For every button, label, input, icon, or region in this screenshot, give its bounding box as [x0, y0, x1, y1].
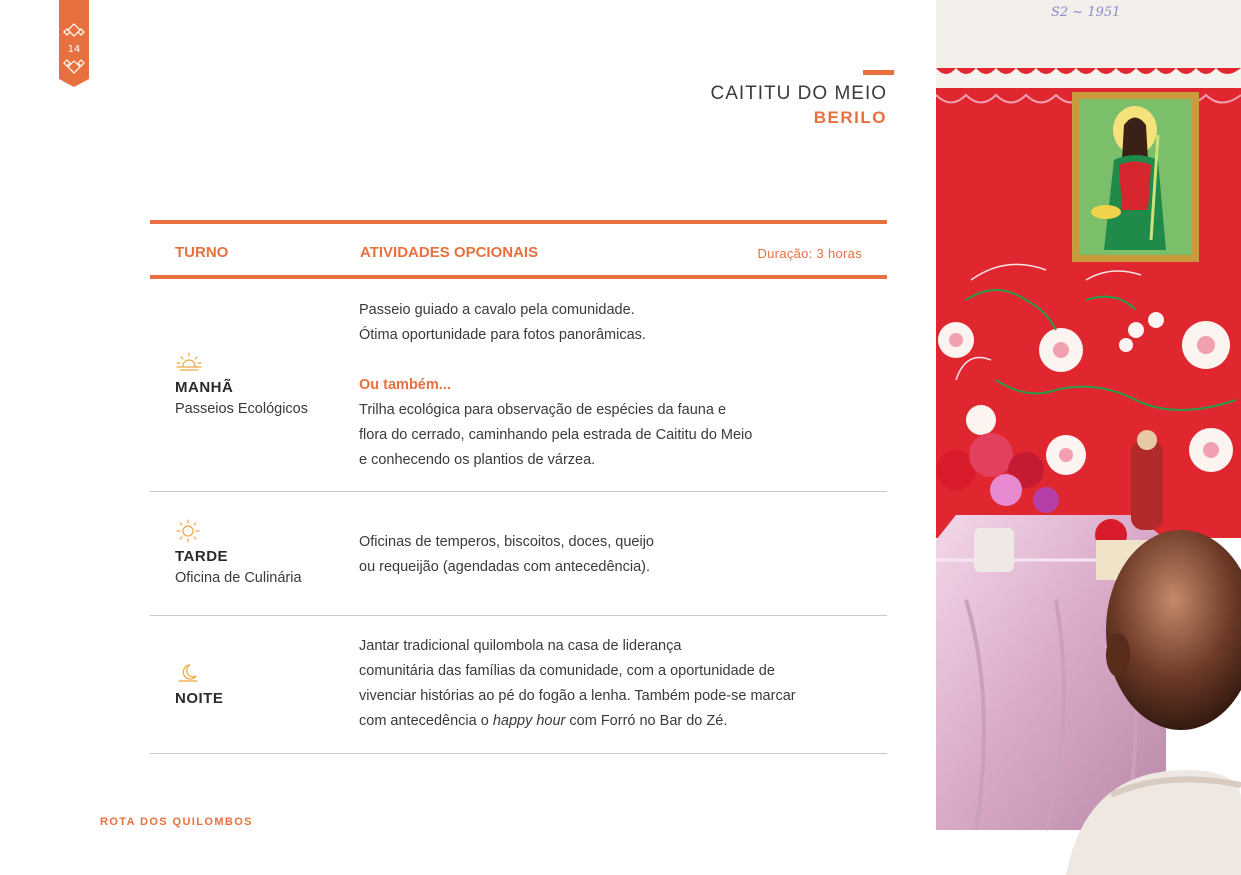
activity-description — [359, 530, 859, 580]
turno-name: TARDE — [175, 548, 229, 565]
activity-description — [359, 634, 859, 734]
turno-name: MANHÃ — [175, 379, 234, 396]
line-text: com Forró no Bar do Zé. — [565, 713, 728, 729]
table-header-row — [150, 224, 887, 275]
table-row-manha — [150, 279, 887, 491]
description-line: Trilha ecológica para observação de espécies da fauna e — [359, 402, 727, 418]
description-line: Passeio guiado a cavalo pela comunidade. — [359, 302, 635, 318]
table-row-noite — [150, 616, 887, 753]
turno-cell — [175, 661, 223, 709]
activity-description — [359, 298, 859, 473]
description-line: flora do cerrado, caminhando pela estrada de Caititu do Meio — [359, 427, 753, 443]
turno-cell — [175, 519, 302, 589]
alternative-label: Ou também... — [359, 377, 451, 393]
description-line: ou requeijão (agendadas com antecedência). — [359, 559, 651, 575]
activities-table — [150, 220, 887, 754]
turno-subtitle: Oficina de Culinária — [175, 570, 302, 586]
emphasis-text: happy hour — [492, 713, 566, 729]
turno-name: NOITE — [175, 690, 224, 707]
description-line: vivenciar histórias ao pé do fogão a lenha. Também pode-se marcar — [359, 688, 796, 704]
column-header-turno: TURNO — [175, 244, 229, 261]
column-header-atividades: ATIVIDADES OPCIONAIS — [360, 244, 539, 261]
page-number-ribbon — [59, 0, 89, 87]
description-line: comunitária das famílias da comunidade, com a oportunidade de — [359, 663, 775, 679]
altar-photo — [936, 0, 1241, 875]
svg-text:S2 ~ 1951: S2 ~ 1951 — [1051, 5, 1121, 20]
altar-illustration — [936, 0, 1241, 875]
page-number: 14 — [67, 44, 81, 55]
location-city: BERILO — [813, 108, 887, 127]
row-divider — [150, 753, 887, 754]
sunrise-icon — [175, 350, 203, 374]
line-text: com antecedência o — [359, 713, 493, 729]
description-line: e conhecendo os plantios de várzea. — [359, 452, 596, 468]
footer-title: ROTA DOS QUILOMBOS — [100, 816, 253, 828]
header-accent-bar — [863, 70, 894, 75]
turno-cell — [175, 350, 308, 420]
description-line: Oficinas de temperos, biscoitos, doces, queijo — [359, 534, 654, 550]
description-line: Jantar tradicional quilombola na casa de liderança — [359, 638, 682, 654]
duration-label: Duração: 3 horas — [757, 246, 862, 261]
location-name: CAITITU DO MEIO — [710, 83, 887, 104]
table-row-tarde — [150, 492, 887, 615]
description-line: Ótima oportunidade para fotos panorâmicas. — [359, 327, 646, 343]
turno-subtitle: Passeios Ecológicos — [175, 401, 308, 417]
description-line — [359, 709, 859, 734]
sun-icon — [175, 519, 201, 543]
moon-icon — [175, 661, 201, 685]
